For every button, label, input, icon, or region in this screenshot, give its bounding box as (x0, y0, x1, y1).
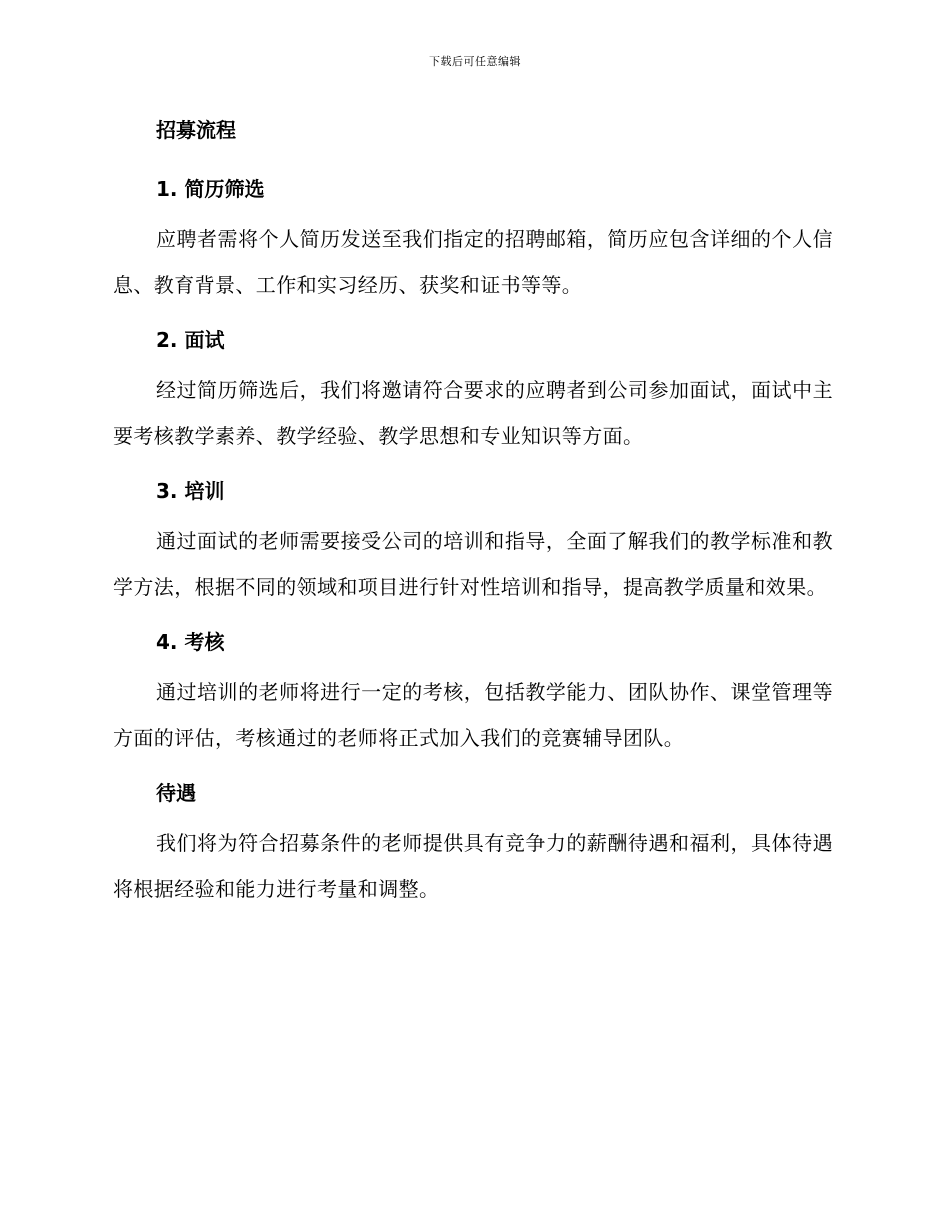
document-body (113, 114, 833, 912)
section-heading-recruitment-process: 招募流程 (156, 118, 236, 142)
paragraph-resume-screening: 应聘者需将个人简历发送至我们指定的招聘邮箱，简历应包含详细的个人信息、教育背景、工作和实习经历、获奖和证书等等。 (113, 227, 833, 297)
section-heading-compensation: 待遇 (156, 781, 196, 805)
section-heading-assessment: 4. 考核 (156, 630, 225, 654)
section-heading-interview: 2. 面试 (156, 328, 225, 352)
paragraph-training: 通过面试的老师需要接受公司的培训和指导，全面了解我们的教学标准和教学方法，根据不同的领域和项目进行针对性培训和指导，提高教学质量和效果。 (113, 529, 833, 599)
section-heading-resume-screening: 1. 简历筛选 (156, 177, 265, 201)
paragraph-compensation: 我们将为符合招募条件的老师提供具有竞争力的薪酬待遇和福利，具体待遇将根据经验和能力进行考量和调整。 (113, 831, 833, 901)
paragraph-assessment: 通过培训的老师将进行一定的考核，包括教学能力、团队协作、课堂管理等方面的评估，考核通过的老师将正式加入我们的竞赛辅导团队。 (113, 680, 833, 750)
paragraph-interview: 经过简历筛选后，我们将邀请符合要求的应聘者到公司参加面试，面试中主要考核教学素养、教学经验、教学思想和专业知识等方面。 (113, 378, 833, 448)
page-header: 下载后可任意编辑 (429, 55, 521, 68)
section-heading-training: 3. 培训 (156, 479, 225, 503)
